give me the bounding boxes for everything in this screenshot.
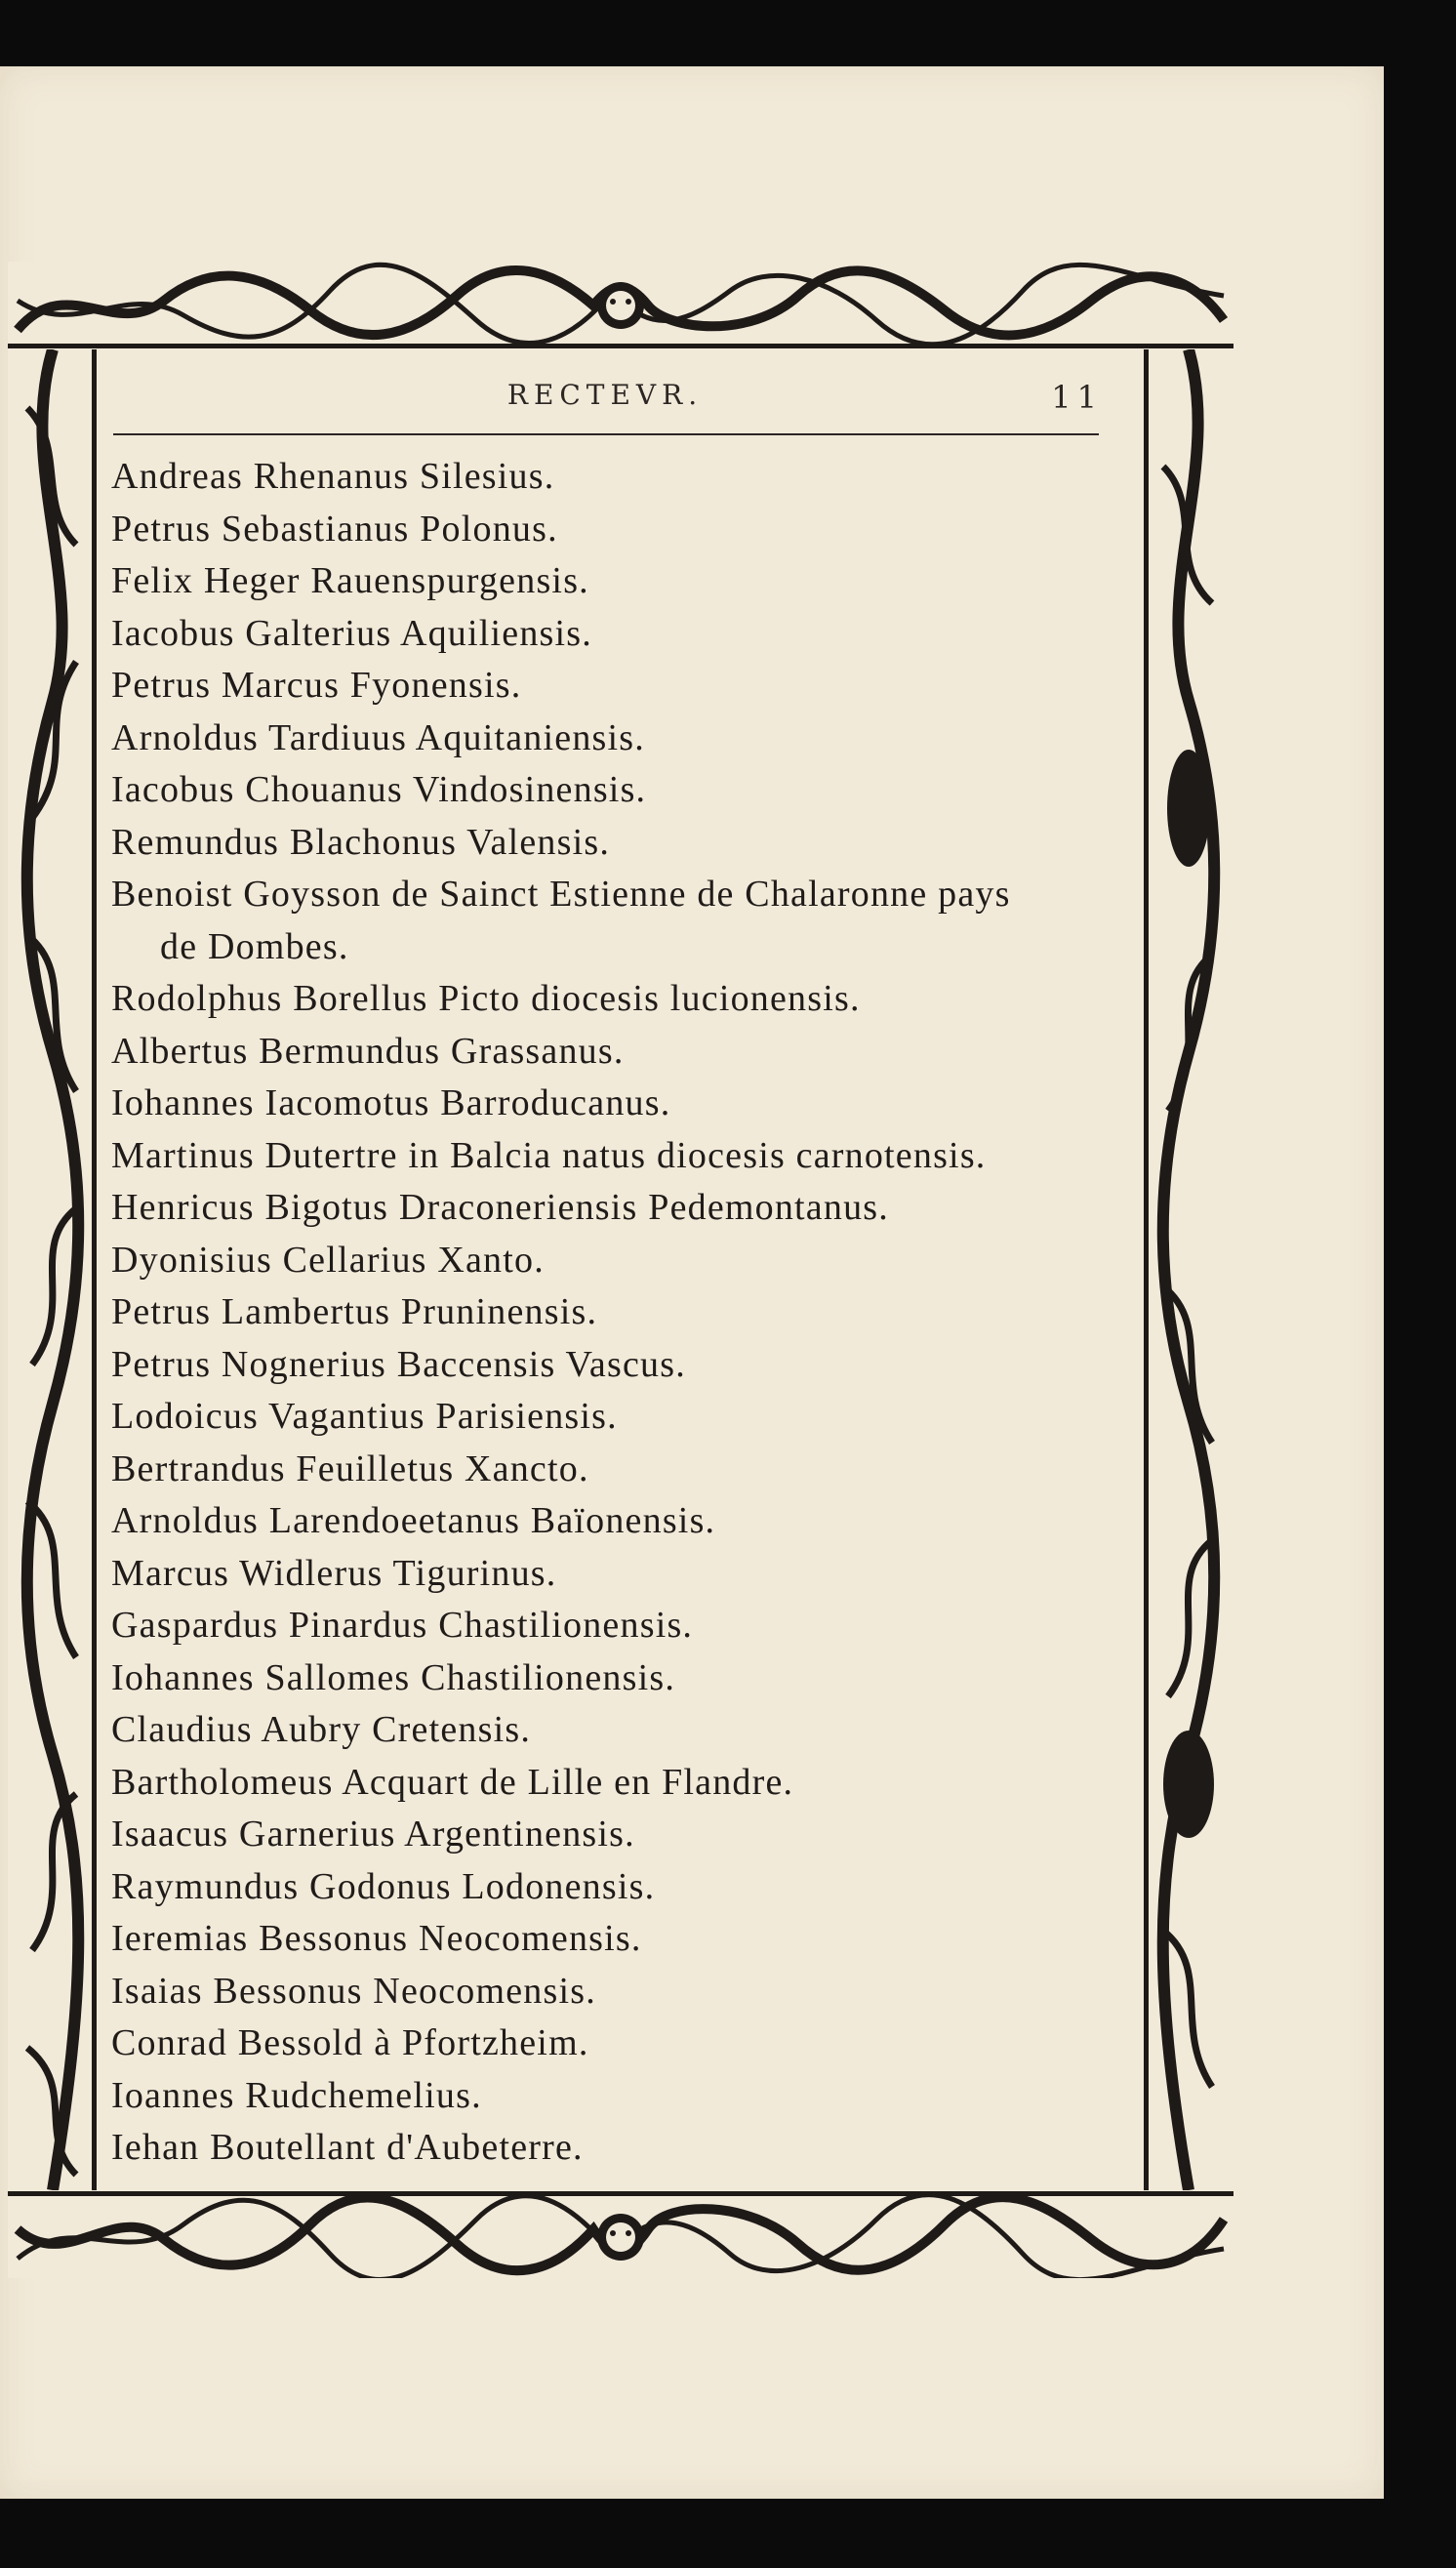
list-item: Arnoldus Larendoeetanus Baïonensis. (111, 1500, 716, 1541)
list-item: Dyonisius Cellarius Xanto. (111, 1239, 545, 1281)
list-item: Isaacus Garnerius Argentinensis. (111, 1814, 635, 1855)
list-item: Petrus Nognerius Baccensis Vascus. (111, 1343, 686, 1385)
running-head: RECTEVR. (506, 379, 704, 411)
list-item: Iehan Boutellant d'Aubeterre. (111, 2127, 584, 2168)
header-rule (113, 433, 1099, 435)
list-item: Bartholomeus Acquart de Lille en Flandre. (111, 1761, 794, 1803)
list-item: Iohannes Iacomotus Barroducanus. (111, 1082, 671, 1123)
border-top-ornament (8, 262, 1234, 349)
list-item: Ioannes Rudchemelius. (111, 2074, 482, 2116)
list-item: Iacobus Chouanus Vindosinensis. (111, 769, 647, 810)
list-item: Iohannes Sallomes Chastilionensis. (111, 1656, 676, 1698)
border-right-ornament (1144, 349, 1234, 2190)
list-item: Bertrandus Feuilletus Xancto. (111, 1447, 589, 1489)
list-item: Petrus Sebastianus Polonus. (111, 508, 558, 550)
list-item: Iacobus Galterius Aquiliensis. (111, 612, 592, 654)
list-item: Henricus Bigotus Draconeriensis Pedemontanus. (111, 1187, 889, 1228)
page-number: 11 (1051, 379, 1103, 416)
list-item: Claudius Aubry Cretensis. (111, 1709, 532, 1750)
list-item: Marcus Widlerus Tigurinus. (111, 1552, 557, 1594)
list-item: Benoist Goysson de Sainct Estienne de Chalaronne pays (111, 874, 1011, 915)
border-bottom-ornament (8, 2190, 1234, 2278)
list-item: Remundus Blachonus Valensis. (111, 821, 611, 863)
list-item: Albertus Bermundus Grassanus. (111, 1030, 625, 1072)
list-item: Gaspardus Pinardus Chastilionensis. (111, 1605, 694, 1646)
list-item: Conrad Bessold à Pfortzheim. (111, 2022, 589, 2063)
list-item: Isaias Bessonus Neocomensis. (111, 1970, 596, 2012)
list-item: Raymundus Godonus Lodonensis. (111, 1865, 656, 1907)
list-item: Ieremias Bessonus Neocomensis. (111, 1918, 642, 1959)
border-left-ornament (8, 349, 98, 2190)
list-item: Lodoicus Vagantius Parisiensis. (111, 1396, 618, 1437)
list-item: Arnoldus Tardiuus Aquitaniensis. (111, 716, 645, 758)
list-item: Martinus Dutertre in Balcia natus diocesis carnotensis. (111, 1134, 987, 1176)
list-item: Petrus Lambertus Pruninensis. (111, 1291, 598, 1332)
list-item-continuation: de Dombes. (160, 925, 349, 967)
page-header (107, 379, 1103, 433)
list-item: Petrus Marcus Fyonensis. (111, 665, 522, 706)
list-item: Andreas Rhenanus Silesius. (111, 456, 555, 497)
name-list (111, 451, 1126, 2175)
list-item: Rodolphus Borellus Picto diocesis lucionensis. (111, 978, 861, 1019)
list-item: Felix Heger Rauenspurgensis. (111, 560, 589, 601)
